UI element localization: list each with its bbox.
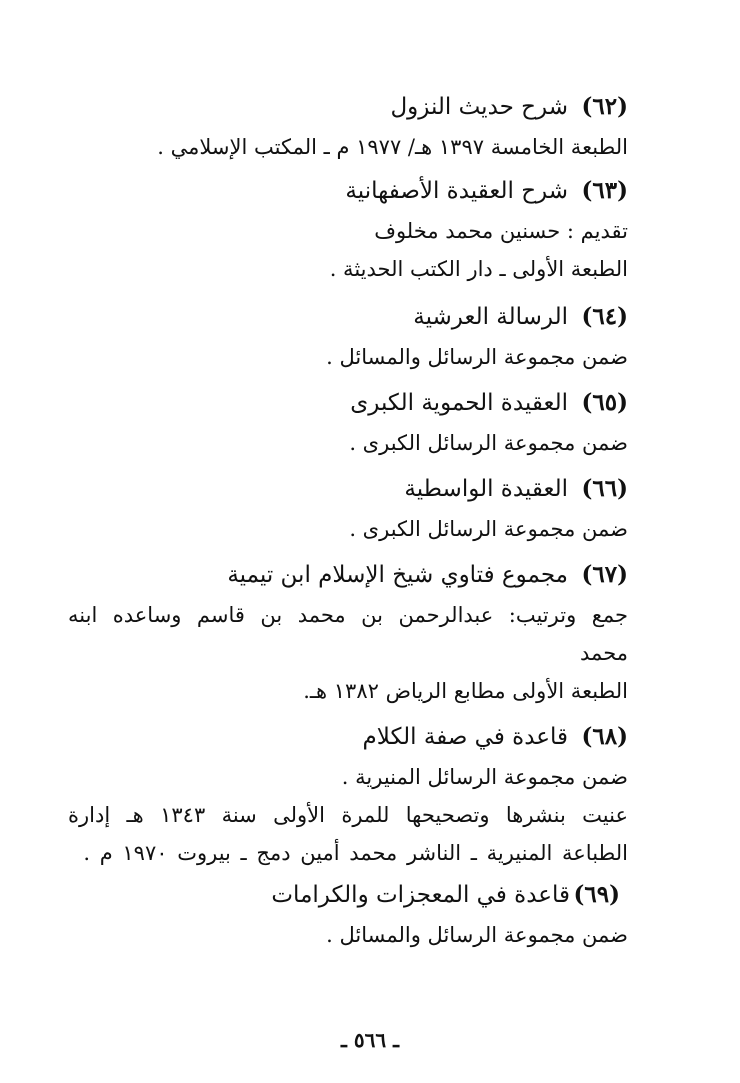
entry-detail: عنيت بنشرها وتصحيحها للمرة الأولى سنة ١٣٤٣ هـ إدارة الطباعة المنيرية ـ الناشر محمد أمين دمج ـ بيروت ١٩٧٠ م . xyxy=(68,803,629,865)
entry-66 xyxy=(68,470,628,548)
entry-heading xyxy=(68,470,628,510)
entry-number: (٦٥) xyxy=(581,389,628,416)
entry-heading xyxy=(68,556,628,596)
entry-detail: ضمن مجموعة الرسائل المنيرية . xyxy=(341,765,628,789)
entry-64 xyxy=(68,298,628,376)
entry-detail: ضمن مجموعة الرسائل الكبرى . xyxy=(349,517,628,541)
entry-detail: الطبعة الأولى ـ دار الكتب الحديثة . xyxy=(329,257,628,281)
entry-title: قاعدة في المعجزات والكرامات xyxy=(271,882,570,908)
entry-69 xyxy=(68,876,628,954)
entry-heading xyxy=(68,718,628,758)
entry-heading xyxy=(68,88,628,128)
entry-title: الرسالة العرشية xyxy=(413,304,568,330)
entry-number: (٦٩) xyxy=(573,881,620,908)
entry-68 xyxy=(68,718,628,872)
entry-detail: جمع وترتيب: عبدالرحمن بن محمد بن قاسم وساعده ابنه محمد xyxy=(68,603,628,665)
entry-title: العقيدة الحموية الكبرى xyxy=(350,390,568,416)
entry-title: قاعدة في صفة الكلام xyxy=(362,724,568,750)
entry-62 xyxy=(68,88,628,166)
entry-title: العقيدة الواسطية xyxy=(404,476,568,502)
entry-number: (٦٢) xyxy=(581,93,628,120)
entry-detail: الطبعة الأولى مطابع الرياض ١٣٨٢ هـ. xyxy=(303,679,628,703)
entry-heading xyxy=(68,172,628,212)
entry-number: (٦٨) xyxy=(581,723,628,750)
entry-number: (٦٣) xyxy=(581,177,628,204)
entry-detail: الطبعة الخامسة ١٣٩٧ هـ/ ١٩٧٧ م ـ المكتب الإسلامي . xyxy=(157,135,628,159)
entry-heading xyxy=(68,384,628,424)
entry-65 xyxy=(68,384,628,462)
entry-detail: ضمن مجموعة الرسائل والمسائل . xyxy=(326,923,628,947)
entry-67 xyxy=(68,556,628,710)
entry-title: مجموع فتاوي شيخ الإسلام ابن تيمية xyxy=(227,562,568,588)
entry-title: شرح حديث النزول xyxy=(390,94,568,120)
entry-title: شرح العقيدة الأصفهانية xyxy=(345,178,568,204)
entry-detail: ضمن مجموعة الرسائل الكبرى . xyxy=(349,431,628,455)
entry-detail: تقديم : حسنين محمد مخلوف xyxy=(374,219,628,243)
entry-number: (٦٧) xyxy=(581,561,628,588)
entry-detail: ضمن مجموعة الرسائل والمسائل . xyxy=(326,345,628,369)
page-number: ـ ٥٦٦ ـ xyxy=(341,1028,399,1052)
entry-number: (٦٤) xyxy=(581,303,628,330)
entry-number: (٦٦) xyxy=(581,475,628,502)
entry-63 xyxy=(68,172,628,288)
entry-heading xyxy=(68,876,628,916)
entry-heading xyxy=(68,298,628,338)
